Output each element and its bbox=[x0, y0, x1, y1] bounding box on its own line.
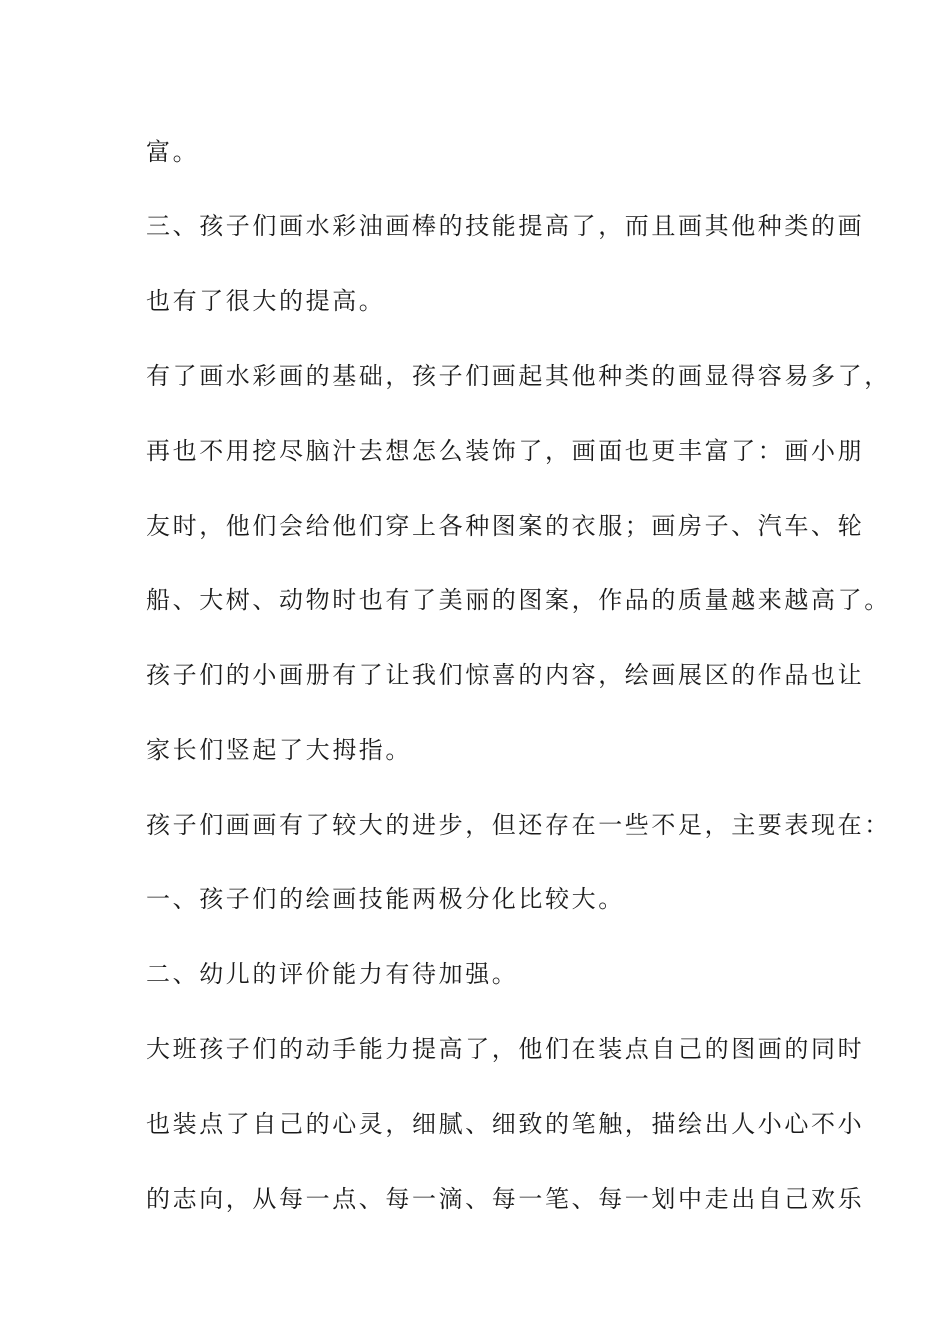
text-line: 也装点了自己的心灵，细腻、细致的笔触，描绘出人小心不小 bbox=[146, 1110, 865, 1138]
text-line: 大班孩子们的动手能力提高了，他们在装点自己的图画的同时 bbox=[146, 1035, 865, 1063]
text-line: 孩子们的小画册有了让我们惊喜的内容，绘画展区的作品也让 bbox=[146, 661, 865, 689]
text-line: 船、大树、动物时也有了美丽的图案，作品的质量越来越高了。 bbox=[146, 586, 891, 614]
text-line: 家长们竖起了大拇指。 bbox=[146, 736, 412, 764]
text-line: 富。 bbox=[146, 138, 200, 166]
text-line: 友时，他们会给他们穿上各种图案的衣服；画房子、汽车、轮 bbox=[146, 512, 865, 540]
text-line: 再也不用挖尽脑汁去想怎么装饰了，画面也更丰富了：画小朋 bbox=[146, 437, 865, 465]
text-line: 的志向，从每一点、每一滴、每一笔、每一划中走出自己欢乐 bbox=[146, 1185, 865, 1213]
text-line: 也有了很大的提高。 bbox=[146, 287, 386, 315]
text-line: 三、孩子们画水彩油画棒的技能提高了，而且画其他种类的画 bbox=[146, 212, 865, 240]
text-line: 二、幼儿的评价能力有待加强。 bbox=[146, 960, 519, 988]
text-line: 孩子们画画有了较大的进步，但还存在一些不足，主要表现在： bbox=[146, 811, 891, 839]
text-line: 一、孩子们的绘画技能两极分化比较大。 bbox=[146, 885, 625, 913]
text-line: 有了画水彩画的基础，孩子们画起其他种类的画显得容易多了， bbox=[146, 362, 891, 390]
